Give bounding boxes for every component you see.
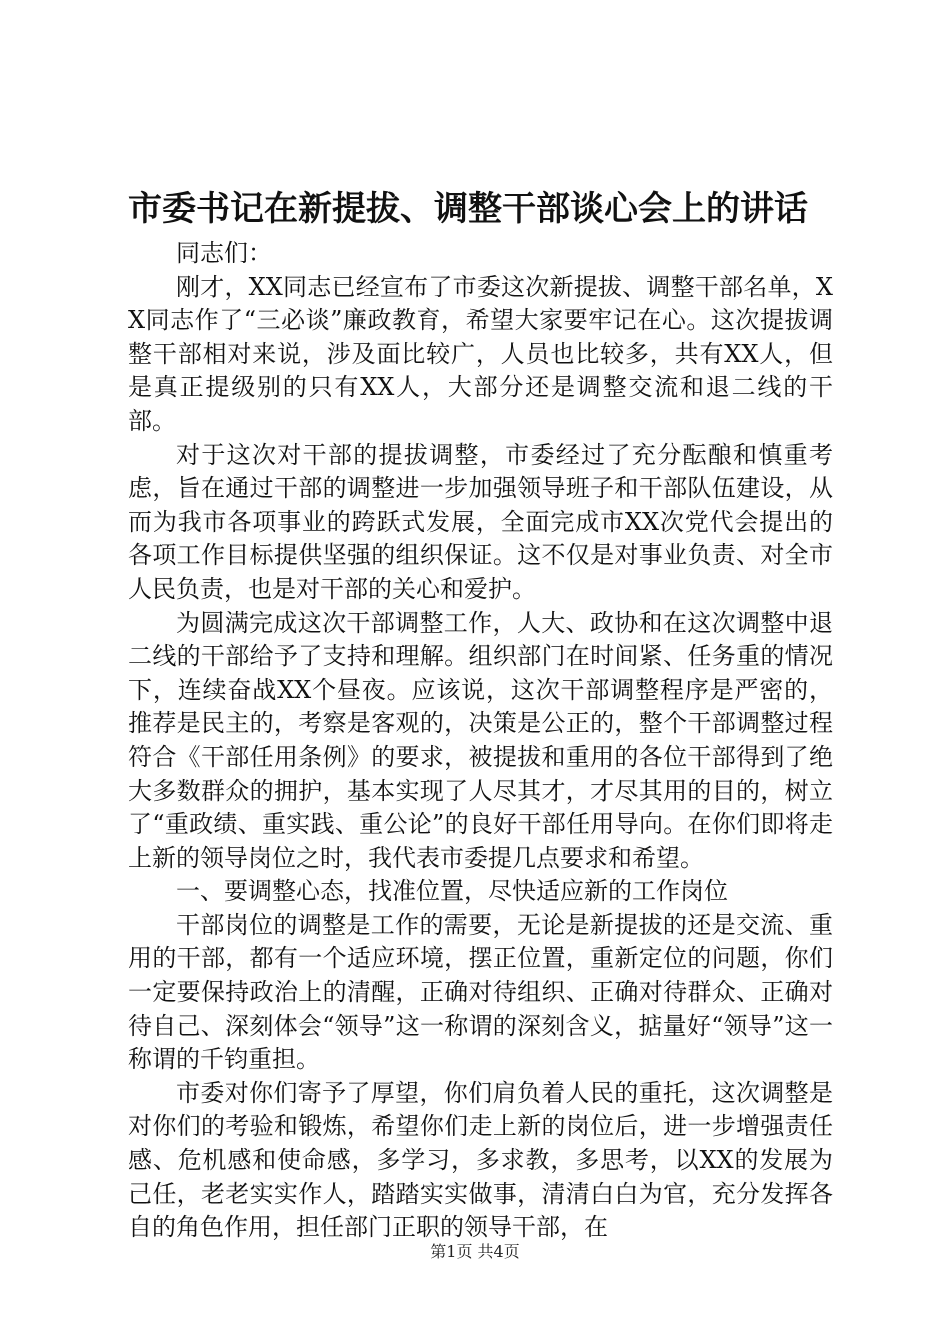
document-title: 市委书记在新提拔、调整干部谈心会上的讲话 [128, 189, 808, 229]
body-paragraph: 市委对你们寄予了厚望，你们肩负着人民的重托，这次调整是对你们的考验和锻炼，希望你们走上新的岗位后，进一步增强责任感、危机感和使命感，多学习，多求教，多思考，以XX的发展为己任，老老实实作人，踏踏实实做事，清清白白为官，充分发挥各自的角色作用，担任部门正职的领导干部，在 [128, 1078, 833, 1242]
body-paragraph: 对于这次对干部的提拔调整，市委经过了充分酝酿和慎重考虑，旨在通过干部的调整进一步加强领导班子和干部队伍建设，从而为我市各项事业的跨跃式发展，全面完成市XX次党代会提出的各项工作目标提供坚强的组织保证。这不仅是对事业负责、对全市人民负责，也是对干部的关心和爱护。 [128, 440, 833, 603]
body-paragraph: 干部岗位的调整是工作的需要，无论是新提拔的还是交流、重用的干部，都有一个适应环境，摆正位置，重新定位的问题，你们一定要保持政治上的清醒，正确对待组织、正确对待群众、正确对待自己、深刻体会“领导”这一称谓的深刻含义，掂量好“领导”这一称谓的千钧重担。 [128, 910, 833, 1074]
section-heading: 一、要调整心态，找准位置，尽快适应新的工作岗位 [176, 877, 728, 906]
body-paragraph: 刚才，XX同志已经宣布了市委这次新提拔、调整干部名单，XX同志作了“三必谈”廉政教育，希望大家要牢记在心。这次提拔调整干部相对来说，涉及面比较广，人员也比较多，共有XX人，但是真正提级别的只有XX人，大部分还是调整交流和退二线的干部。 [128, 272, 833, 435]
page-number-footer: 第1页 共4页 [430, 1242, 520, 1261]
body-paragraph: 为圆满完成这次干部调整工作，人大、政协和在这次调整中退二线的干部给予了支持和理解。组织部门在时间紧、任务重的情况下，连续奋战XX个昼夜。应该说，这次干部调整程序是严密的，推荐是民主的，考察是客观的，决策是公正的，整个干部调整过程符合《干部任用条例》的要求，被提拔和重用的各位干部得到了绝大多数群众的拥护，基本实现了人尽其才，才尽其用的目的，树立了“重政绩、重实践、重公论”的良好干部任用导向。在你们即将走上新的领导岗位之时，我代表市委提几点要求和希望。 [128, 608, 833, 872]
salutation-paragraph: 同志们： [176, 239, 272, 267]
document-body [128, 237, 833, 1245]
